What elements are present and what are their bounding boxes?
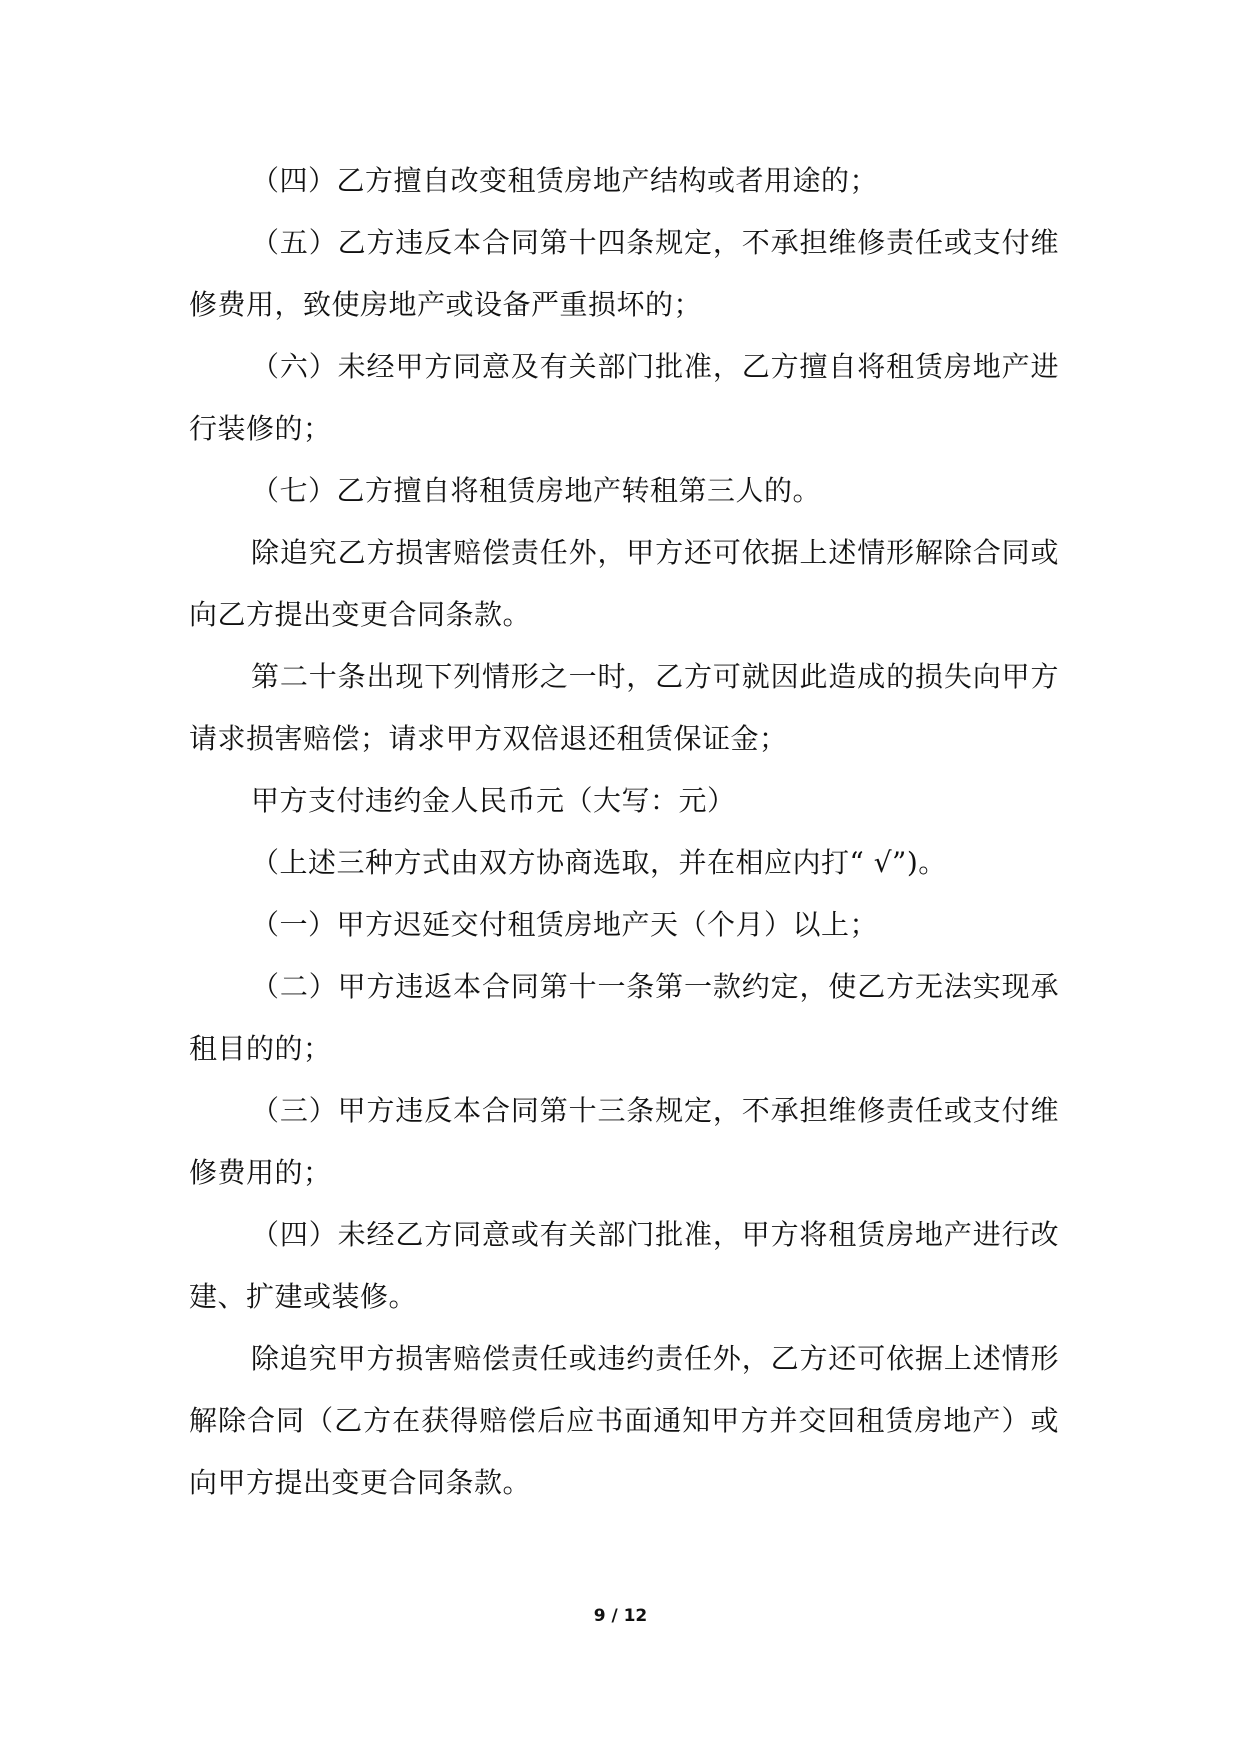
paragraph: （四）乙方擅自改变租赁房地产结构或者用途的； [251,164,879,197]
paragraph: 第二十条出现下列情形之一时，乙方可就因此造成的损失向甲方请求损害赔偿；请求甲方双倍退还租赁保证金； [189,660,1059,755]
paragraph: （四）未经乙方同意或有关部门批准，甲方将租赁房地产进行改建、扩建或装修。 [189,1218,1059,1313]
paragraph: 除追究乙方损害赔偿责任外，甲方还可依据上述情形解除合同或向乙方提出变更合同条款。 [189,536,1059,631]
paragraph: （三）甲方违反本合同第十三条规定，不承担维修责任或支付维修费用的； [189,1094,1059,1189]
paragraph: （五）乙方违反本合同第十四条规定，不承担维修责任或支付维修费用，致使房地产或设备严重损坏的； [189,226,1059,321]
document-body [189,150,1059,1514]
paragraph: （七）乙方擅自将租赁房地产转租第三人的。 [251,474,822,507]
paragraph: 甲方支付违约金人民币元（大写：元） [251,784,736,817]
paragraph: （二）甲方违返本合同第十一条第一款约定，使乙方无法实现承租目的的； [189,970,1059,1065]
page-number: 9 / 12 [593,1606,648,1626]
paragraph: （六）未经甲方同意及有关部门批准，乙方擅自将租赁房地产进行装修的； [189,350,1059,445]
paragraph: （上述三种方式由双方协商选取，并在相应内打“ √”)。 [251,846,947,879]
paragraph: 除追究甲方损害赔偿责任或违约责任外，乙方还可依据上述情形解除合同（乙方在获得赔偿后应书面通知甲方并交回租赁房地产）或向甲方提出变更合同条款。 [189,1342,1059,1499]
paragraph: （一）甲方迟延交付租赁房地产天（个月）以上； [251,908,879,941]
